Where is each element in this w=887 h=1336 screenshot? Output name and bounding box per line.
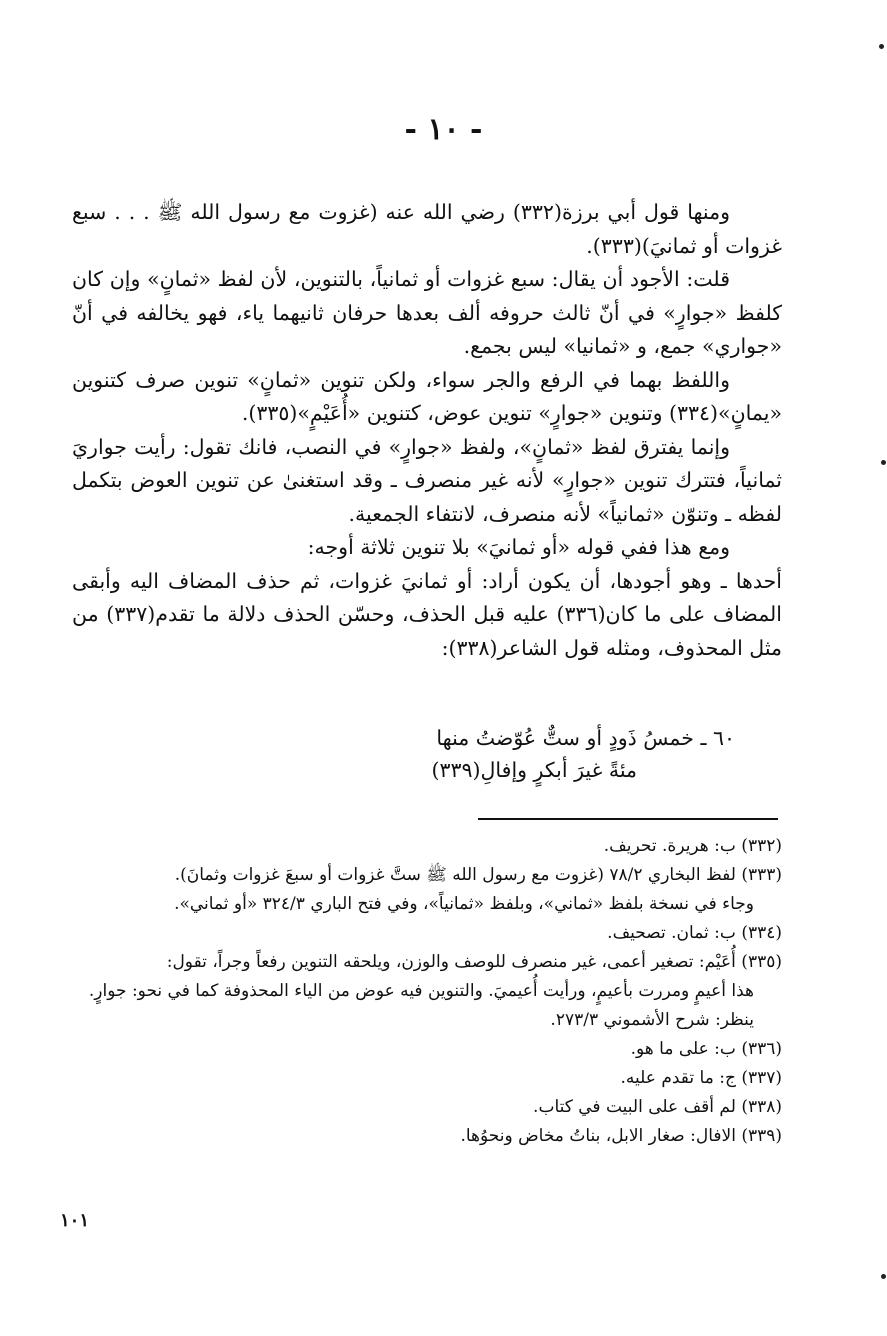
footnote: (٣٣٧) ج: ما تقدم عليه. xyxy=(620,1068,782,1088)
scan-mark xyxy=(879,44,884,49)
footnote: (٣٣٩) الافال: صغار الابل، بناتُ مخاض ونحوُها. xyxy=(460,1126,782,1146)
footnote: (٣٣٥) أُعَيْم: تصغير أعمى، غير منصرف للوصف والوزن، ويلحقه التنوين رفعاً وجراً، تقول: xyxy=(166,952,782,972)
scan-mark xyxy=(881,460,886,465)
paragraph: أحدها ـ وهو أجودها، أن يكون أراد: أو ثمانيَ غزوات، ثم حذف المضاف اليه وأبقى المضاف على ما كان(٣٣٦) عليه قبل الحذف، وحسّن الحذف دلالة ما تقدم(٣٣٧) من مثل المحذوف، ومثله قول الشاعر(٣٣٨): xyxy=(72,568,782,660)
footnote-separator xyxy=(478,818,778,820)
paragraph: ومنها قول أبي برزة(٣٣٢) رضي الله عنه (غزوت مع رسول الله ﷺ . . . سبع غزوات أو ثمانيَ)(٣٣٣). xyxy=(72,200,782,258)
paragraph: قلت: الأجود أن يقال: سبع غزوات أو ثمانياً، بالتنوين، لأن لفظ «ثمانٍ» وإن كان كلفظ «جوارٍ» في أنّ ثالث حروفه ألف بعدها حرفان ثانيهما ياء، فهو يخالفه في أنّ «جواري» جمع، و «ثمانيا» ليس بجمع. xyxy=(72,267,782,358)
footnote: (٣٣٢) ب: هريرة. تحريف. xyxy=(603,836,782,856)
footnotes xyxy=(72,832,782,1151)
paragraph: واللفظ بهما في الرفع والجر سواء، ولكن تنوين «ثمانٍ» تنوين صرف كتنوين «يمانٍ»(٣٣٤) وتنوين «جوارٍ» تنوين عوض، كتنوين «أُعَيْمٍ»(٣٣٥). xyxy=(72,367,782,425)
section-heading: - ١٠ - xyxy=(404,112,483,147)
footnote: (٣٣٨) لم أقف على البيت في كتاب. xyxy=(533,1097,782,1117)
footnote: (٣٣٦) ب: على ما هو. xyxy=(630,1039,782,1059)
footnote: (٣٣٤) ب: ثمان. تصحيف. xyxy=(607,923,782,943)
main-text xyxy=(72,196,782,665)
footnote-continuation: وجاء في نسخة بلفظ «ثماني»، وبلفظ «ثمانياً»، وفي فتح الباري ٣٢٤/٣ «أو ثماني». xyxy=(174,894,754,914)
verse-line-2: مئةً غيرَ أبكرٍ وإفالِ(٣٣٩) xyxy=(431,758,637,782)
paragraph: وإنما يفترق لفظ «ثمانٍ»، ولفظ «جوارٍ» في النصب، فانك تقول: رأيت جواريَ ثمانياً، فتترك تنوين «جوارٍ» لأنه غير منصرف ـ وقد استغنىٰ عن تنوين العوض بتكمل لفظه ـ وتنوّن «ثمانياً» لأنه منصرف، لانتفاء الجمعية. xyxy=(72,434,782,526)
footnote: (٣٣٣) لفظ البخاري ٧٨/٢ (غزوت مع رسول الله ﷺ ستَّ غزوات أو سبعَ غزوات وثمانَ). xyxy=(174,865,782,885)
scan-mark xyxy=(881,1274,886,1279)
paragraph: ومع هذا ففي قوله «أو ثمانيَ» بلا تنوين ثلاثة أوجه: xyxy=(307,535,730,559)
page-number: ١٠١ xyxy=(60,1210,90,1231)
verse-line-1: ٦٠ ـ خمسُ ذَودٍ أو ستٌّ عُوّضتُ منها xyxy=(436,726,735,750)
footnote-continuation: هذا أعيمٍ ومررت بأعيمٍ، ورأيت أُعيميَ. والتنوين فيه عوض من الياء المحذوفة كما في نحو: جوارٍ. ينظر: شرح الأشموني ٢٧٣/٣. xyxy=(88,981,754,1030)
